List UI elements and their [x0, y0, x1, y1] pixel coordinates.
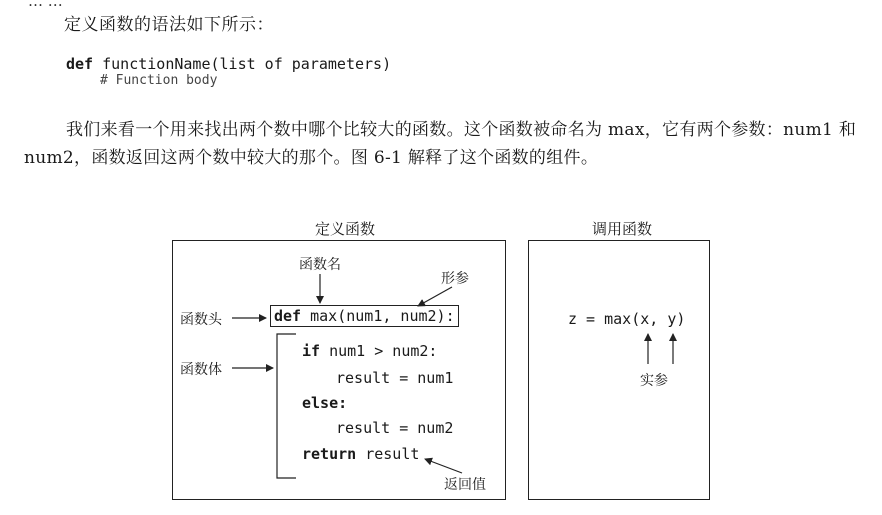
syntax-signature: functionName(list of parameters): [93, 55, 392, 73]
syntax-keyword: def: [66, 55, 94, 73]
if-condition: num1 > num2:: [320, 342, 438, 360]
function-body-bracket: [277, 334, 296, 478]
return-expression: result: [356, 445, 420, 463]
formal-parameters-label: 形参: [441, 271, 469, 287]
return-value-label: 返回值: [444, 477, 486, 493]
function-header-label: 函数头: [180, 312, 222, 328]
function-name-label: 函数名: [299, 257, 341, 273]
right-figure-title: 调用函数: [592, 220, 653, 238]
actual-parameters-label: 实参: [640, 373, 668, 389]
if-keyword: if: [302, 342, 321, 360]
syntax-body-comment: # Function body: [100, 73, 218, 88]
body-paragraph: 我们来看一个用来找出两个数中哪个比较大的函数。这个函数被命名为 max，它有两个参数：num1 和 num2，函数返回这两个数中较大的那个。图 6-1 解释了这个函数的组件。: [24, 120, 857, 168]
intro-sentence: 定义函数的语法如下所示：: [64, 15, 274, 35]
else-keyword: else:: [302, 394, 348, 412]
return-keyword: return: [302, 445, 357, 463]
call-expression: z = max(x, y): [568, 310, 686, 328]
return-value-arrow: [425, 459, 462, 473]
code-line-result1: result = num1: [336, 369, 454, 387]
code-line-result2: result = num2: [336, 419, 454, 437]
function-body-label: 函数体: [180, 362, 222, 378]
cropped-top-line: … …: [28, 0, 63, 10]
formal-parameters-arrow: [418, 287, 452, 306]
header-signature: max(num1, num2):: [301, 307, 455, 325]
left-figure-title: 定义函数: [315, 220, 376, 238]
def-keyword: def: [274, 307, 302, 325]
